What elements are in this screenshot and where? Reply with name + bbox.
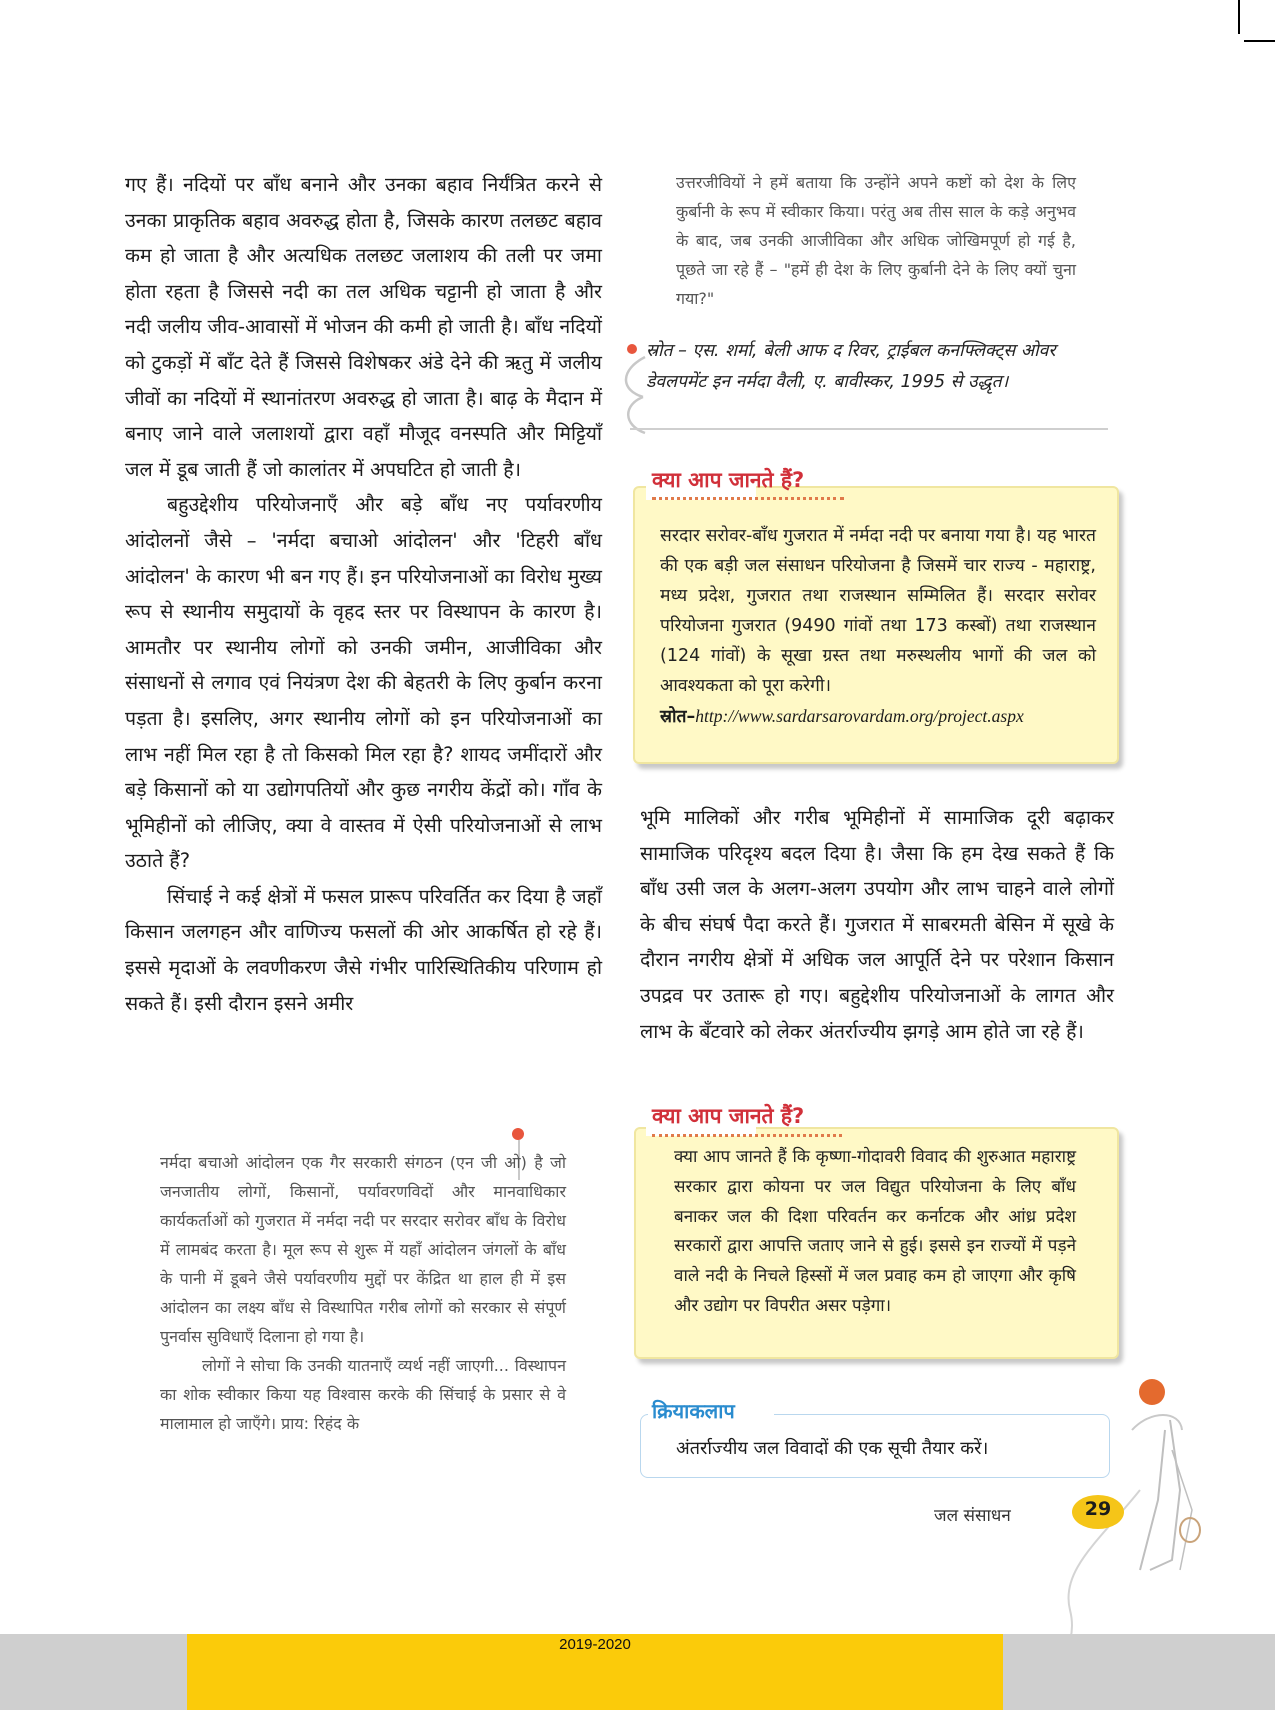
note-bullet-icon: [512, 1128, 524, 1140]
paragraph: गए हैं। नदियों पर बाँध बनाने और उनका बहाव निर्यंत्रित करने से उनका प्राकृतिक बहाव अवरुद्ध होता है, जिसके कारण तलछट बहाव कम हो जाता है और अत्यधिक तलछट जलाशय की तली पर जमा होता रहता है जिससे नदी का तल अधिक चट्टानी हो जाता है और नदी जलीय जीव-आवासों में भोजन की कमी हो जाती है। बाँध नदियों को टुकड़ों में बाँट देते हैं जिससे विशेषकर अंडे देने की ऋतु में जलीय जीवों का नदियों में स्थानांतरण अवरुद्ध हो जाता है। बाढ़ के मैदान में बनाए जाने वाले जलाशयों द्वारा वहाँ मौजूद वनस्पति और मिट्टियाँ जल में डूब जाती हैं जो कालांतर में अपघटित हो जाती है।: [125, 173, 602, 481]
citation-divider: [630, 428, 1108, 430]
note-paragraph: लोगों ने सोचा कि उनकी यातनाएँ व्यर्थ नहीं जाएगी... विस्थापन का शोक स्वीकार किया यह विश्वास करके की सिंचाई के प्रसार से वे मालामाल हो जाएँगे। प्राय: रिहंद के: [160, 1356, 566, 1433]
page-number: 29: [1084, 1498, 1112, 1520]
year-label: 2019-2020: [559, 1636, 631, 1653]
quote-continuation: उत्तरजीवियों ने हमें बताया कि उन्होंने अपने कष्टों को देश के लिए कुर्बानी के रूप में स्वीकार किया। परंतु अब तीस साल के कड़े अनुभव के बाद, जब उनकी आजीविका और अधिक जोखिमपूर्ण हो गई है, पूछते जा रहे हैं – "हमें ही देश के लिए कुर्बानी देने के लिए क्यों चुना गया?": [676, 173, 1076, 308]
activity-title: क्रियाकलाप: [652, 1399, 735, 1423]
paragraph: बहुउद्देशीय परियोजनाएँ और बड़े बाँध नए पर्यावरणीय आंदोलनों जैसे – 'नर्मदा बचाओ आंदोलन' और 'टिहरी बाँध आंदोलन' के कारण भी बन गए हैं। इन परियोजनाओं का विरोध मुख्य रूप से स्थानीय समुदायों के वृहद स्तर पर विस्थापन के कारण है। आमतौर पर स्थानीय लोगों को उनकी जमीन, आजीविका और संसाधनों से लगाव एवं नियंत्रण देश की बेहतरी के लिए कुर्बान करना पड़ता है। इसलिए, अगर स्थानीय लोगों को इन परियोजनाओं का लाभ नहीं मिल रहा है तो किसको मिल रहा है? शायद जमींदारों और बड़े किसानों को या उद्योगपतियों और कुछ नगरीय केंद्रों को। गाँव के भूमिहीनों को लीजिए, क्या वे वास्तव में ऐसी परियोजनाओं से लाभ उठाते हैं?: [125, 493, 602, 873]
chapter-name: जल संसाधन: [934, 1506, 1011, 1526]
note-paragraph: नर्मदा बचाओ आंदोलन एक गैर सरकारी संगठन (एन जी ओ) है जो जनजातीय लोगों, किसानों, पर्यावरणविदों और मानवाधिकार कार्यकर्ताओं को गुजरात में नर्मदा नदी पर सरदार सरोवर बाँध के विरोध में लामबंद करता है। मूल रूप से शुरू में यहाँ आंदोलन जंगलों के बाँध के पानी में डूबने जैसे पर्यावरणीय मुद्दों पर केंद्रित था हाल ही में इस आंदोलन का लक्ष्य बाँध से विस्थापित गरीब लोगों को सरकार से संपूर्ण पुनर्वास सुविधाएँ दिलाना हो गया है।: [160, 1153, 566, 1346]
source-label: स्रोत–: [660, 707, 696, 727]
crop-mark: [1244, 40, 1275, 42]
source-url: http://www.sardarsarovardam.org/project.aspx: [695, 706, 1024, 726]
did-you-know-title: क्या आप जानते हैं?: [652, 1104, 805, 1128]
paragraph: सिंचाई ने कई क्षेत्रों में फसल प्रारूप परिवर्तित कर दिया है जहाँ किसान जलगहन और वाणिज्य फसलों की ओर आकर्षित हो रहे हैं। इससे मृदाओं के लवणीकरण जैसे गंभीर पारिस्थितिकीय परिणाम हो सकते हैं। इसी दौरान इसने अमीर: [125, 884, 602, 1015]
narmada-note: [160, 1148, 566, 1438]
right-column-text: भूमि मालिकों और गरीब भूमिहीनों में सामाजिक दूरी बढ़ाकर सामाजिक परिदृश्य बदल दिया है। जैसा कि हम देख सकते हैं कि बाँध उसी जल के अलग-अलग उपयोग और लाभ चाहने वाले लोगों के बीच संघर्ष पैदा करते हैं। गुजरात में साबरमती बेसिन में सूखे के दौरान नगरीय क्षेत्रों में अधिक जल आपूर्ति देने पर परेशान किसान उपद्रव पर उतारू हो गए। बहुद्देशीय परियोजनाओं के लागत और लाभ के बँटवारे को लेकर अंतर्राज्यीय झगड़े आम होते जा रहे हैं।: [640, 806, 1114, 1043]
crop-mark: [1238, 0, 1240, 34]
activity-text: अंतर्राज्यीय जल विवादों की एक सूची तैयार करें।: [676, 1438, 989, 1459]
title-underline: [652, 497, 844, 500]
did-you-know-text: क्या आप जानते हैं कि कृष्णा-गोदावरी विवाद की शुरुआत महाराष्ट्र सरकार द्वारा कोयना पर जल विद्युत परियोजना के लिए बाँध बनाकर जल की दिशा परिवर्तन कर कर्नाटक और आंध्र प्रदेश सरकारों द्वारा आपत्ति जताए जाने से हुई। इससे इन राज्यों में पड़ने वाले नदी के निचले हिस्सों में जल प्रवाह कम हो जाएगा और कृषि और उद्योग पर विपरीत असर पड़ेगा।: [674, 1147, 1076, 1316]
citation-bullet-icon: [627, 344, 637, 354]
source-citation: स्रोत – एस. शर्मा, बेली आफ द रिवर, ट्राईबल कनफ्लिक्ट्स ओवर डेवलपमेंट इन नर्मदा वैली, ए. बावीस्कर, 1995 से उद्धृत।: [646, 341, 1056, 392]
did-you-know-source: [660, 701, 1100, 732]
left-column: [125, 167, 602, 1021]
title-underline: [652, 1134, 842, 1137]
did-you-know-text: सरदार सरोवर-बाँध गुजरात में नर्मदा नदी पर बनाया गया है। यह भारत की एक बड़ी जल संसाधन परियोजना है जिसमें चार राज्य - महाराष्ट्र, मध्य प्रदेश, गुजरात तथा राजस्थान सम्मिलित हैं। सरदार सरोवर परियोजना गुजरात (9490 गांवों तथा 173 कस्बों) तथा राजस्थान (124 गांवों) के सूखा ग्रस्त तथा मरुस्थलीय भागों की जल को आवश्यकता को पूरा करेगी।: [660, 526, 1096, 696]
did-you-know-title: क्या आप जानते हैं?: [652, 468, 805, 492]
